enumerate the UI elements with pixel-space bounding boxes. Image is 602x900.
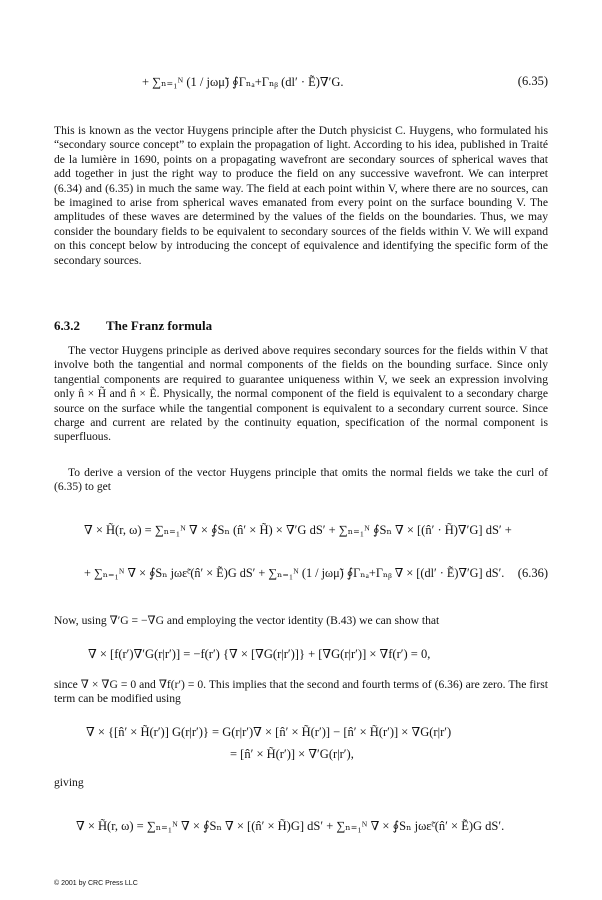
paragraph-identity: Now, using ∇′G = −∇G and employing the vector identity (B.43) we can show that	[54, 614, 440, 627]
equation-number: (6.35)	[517, 74, 548, 88]
paragraph-zero-terms: since ∇ × ∇G = 0 and ∇f(r′) = 0. This implies that the second and fourth terms of (6.36) are zero. The first term can be modified using	[54, 678, 548, 706]
paragraph-giving: giving	[54, 776, 84, 789]
paragraph-huygens: This is known as the vector Huygens principle after the Dutch physicist C. Huygens, who formulated his “secondary source concept” to explain the propagation of light. According to his idea, published in Traité de la lumière in 1690, points on a propagating wavefront are secondary sources of spherical waves that add together in just the right way to produce the field on any successive wavefront. We can interpret (6.34) and (6.35) in much the same way. The field at each point within V, where there are no sources, can be imagined to arise from spherical waves emanated from every point on the surface bounding V. The amplitudes of these waves are determined by the values of the fields on the boundaries. Thus, we may consider the boundary fields to be equivalent to secondary sources of the fields within V. We will expand on this concept below by introducing the concept of equivalence and identifying the specific form of the secondary sources.	[54, 124, 548, 267]
section-title: The Franz formula	[106, 318, 213, 333]
section-number: 6.3.2	[54, 318, 80, 333]
equation-body: ∇ × {[n̂′ × H̃(r′)] G(r|r′)} = G(r|r′)∇ × [n̂′ × H̃(r′)] − [n̂′ × H̃(r′)] × ∇G(r|r′)	[86, 725, 452, 739]
copyright-footer: © 2001 by CRC Press LLC	[54, 880, 138, 887]
equation-body: = [n̂′ × H̃(r′)] × ∇′G(r|r′),	[230, 747, 354, 761]
equation-body: + ∑ₙ₌₁ᴺ (1 / jωμ̃) ∮Γₙₐ+Γₙᵦ (dl′ · Ẽ)∇′G.	[142, 75, 344, 89]
equation-body: + ∑ₙ₌₁ᴺ ∇ × ∮Sₙ jωε̃ᶜ(n̂′ × Ẽ)G dS′ + ∑ₙ₌₁ᴺ (1 / jωμ̃) ∮Γₙₐ+Γₙᵦ ∇ × [(dl′ · Ẽ)∇′G] dS′.	[84, 566, 505, 580]
section-heading	[54, 318, 548, 334]
equation-body: ∇ × H̃(r, ω) = ∑ₙ₌₁ᴺ ∇ × ∮Sₙ ∇ × [(n̂′ × H̃)G] dS′ + ∑ₙ₌₁ᴺ ∇ × ∮Sₙ jωε̃ᶜ(n̂′ × Ẽ)G dS′.	[76, 819, 505, 833]
equation-body: ∇ × H̃(r, ω) = ∑ₙ₌₁ᴺ ∇ × ∮Sₙ (n̂′ × H̃) × ∇′G dS′ + ∑ₙ₌₁ᴺ ∮Sₙ ∇ × [(n̂′ · H̃)∇′G] dS′ +	[84, 523, 512, 537]
paragraph-curl: To derive a version of the vector Huygens principle that omits the normal fields we take the curl of (6.35) to get	[54, 466, 548, 494]
equation-body: ∇ × [f(r′)∇′G(r|r′)] = −f(r′) {∇ × [∇G(r|r′)]} + [∇G(r|r′)] × ∇f(r′) = 0,	[88, 647, 431, 661]
paragraph-franz-intro: The vector Huygens principle as derived above requires secondary sources for the fields within V that involve both the tangential and normal components of the fields on the bounding surface. Since only tangential components are required to guarantee uniqueness within V, we seek an expression involving only n̂ × H̃ and n̂ × Ẽ. Physically, the normal component of the field is equivalent to a secondary charge source on the surface while the tangential component is equivalent to a secondary current source. Since charge and current are related by the continuity equation, specification of the normal component is superfluous.	[54, 344, 548, 444]
equation-number: (6.36)	[517, 566, 548, 580]
